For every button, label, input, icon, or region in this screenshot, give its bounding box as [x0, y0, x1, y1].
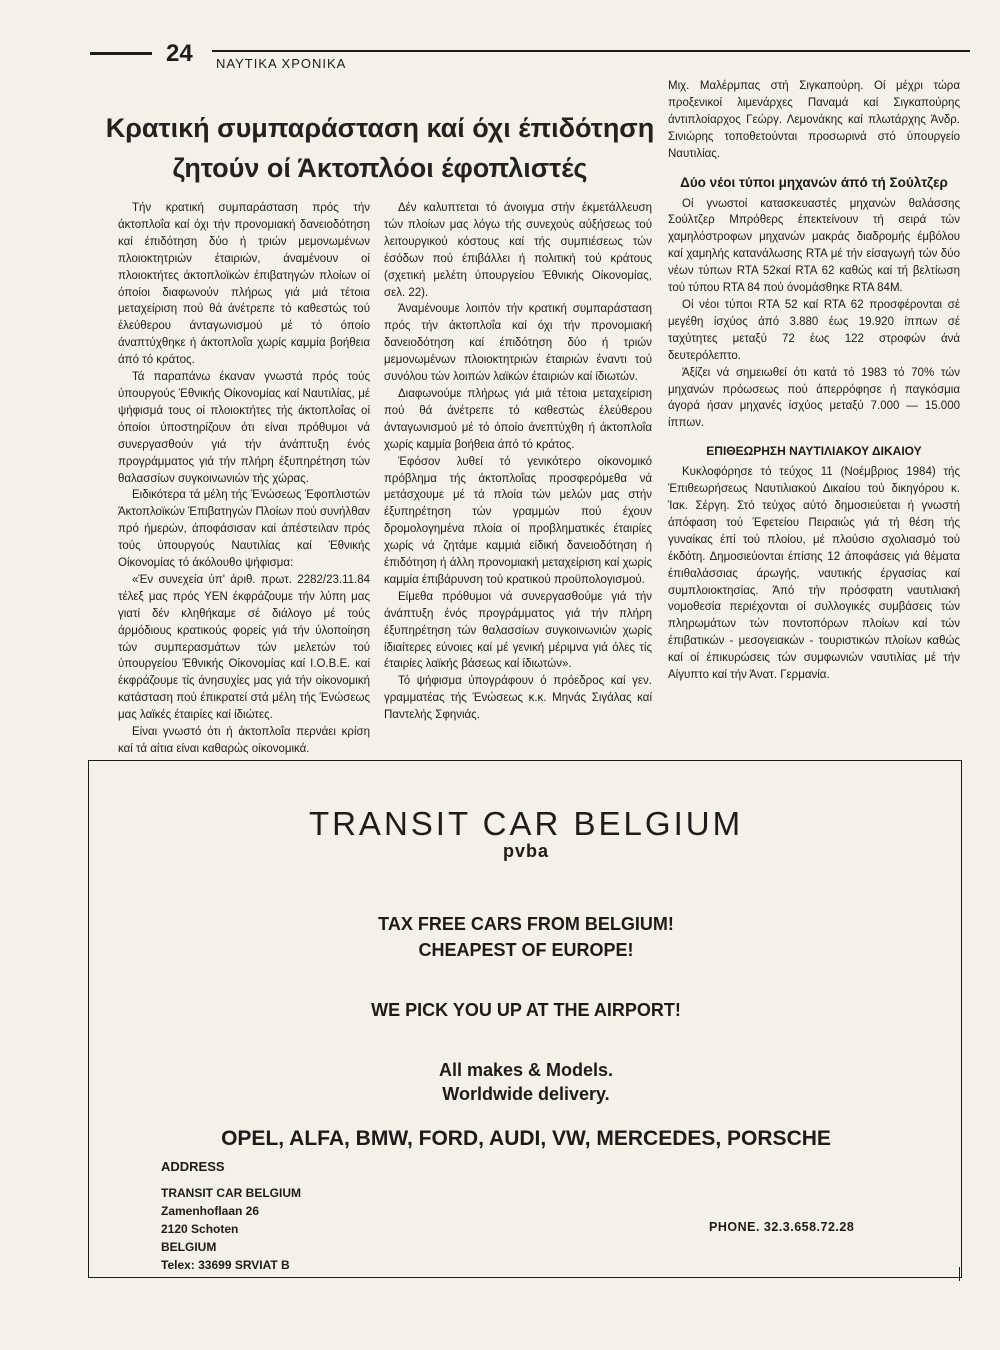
- article-column-2: [384, 200, 652, 724]
- ad-legal-form: pvba: [502, 841, 549, 861]
- corner-mark: [959, 1267, 966, 1281]
- address-city: 2120 Schoten: [161, 1222, 239, 1236]
- paragraph: Δέν καλυπτεται τό άνοιγμα στήν έκμετάλλευση τών πλοίων μας λόγω τής συνεχούς αύξήσεως τού λειτουργικού κόστους καί τής συμπιέσεως τών έσόδων πού έπιβάλλει ή πολιτική τού κράτους (σχετική μελέτη ύπουργείου Έθνικής Οίκονομίας, σελ. 22).: [384, 202, 652, 299]
- address-street: Zamenhoflaan 26: [161, 1204, 260, 1218]
- paragraph: Έφόσον λυθεί τό γενικότερο οίκονομικό πρόβλημα τής άκτοπλοΐας προσφερόμεθα νά μετάσχουμε μέ τά πλοία τών μελών μας στήν έξυπηρέτηση τών γραμμών πού έχουν δρομολογημένα πλοία οί προβληματικές έταιρίες χωρίς νά ζητάμε καμμιά είδική δανειοδότηση ή έπιδότηση ή άλλη προνομιακή μεταχείριση καί χωρίς καμμία έπιβάρυνση τού κρατικού προϋπολογισμού.: [384, 455, 652, 586]
- paragraph: Άναμένουμε λοιπόν τήν κρατική συμπαράσταση πρός τήν άκτοπλοΐα καί όχι τήν προνομιακή δανειοδότηση καί έπιδότηση δύο ή τριών μεμονωμένων πλοιοκτητριών έταιριών έναντι τού συνόλου τών λοιπών λαϊκών έταιριών καί ίδιωτών.: [384, 303, 652, 384]
- header-rule: [212, 50, 970, 52]
- paragraph: Μιχ. Μαλέρμπας στή Σιγκαπούρη. Οί μέχρι τώρα προξενικοί λιμενάρχες Παναμά καί Σιγκαπούρης άντιπλοίαρχος Γεώργ. Λεμονάκης καί πλωτάρχης Άνδρ. Σινιώρης τοποθετούνται προσωρινά στό ύπουργείο Ναυτιλίας.: [668, 80, 960, 160]
- paragraph: Οί νέοι τύποι RTA 52 καί RTA 62 προσφέρονται σέ μεγέθη ίσχύος άπό 3.880 έως 19.920 ίππων σέ ταχύτητες μεταξύ 72 έως 122 στροφών άνά δευτερόλεπτο.: [668, 298, 960, 362]
- header-rule-left: [90, 52, 152, 55]
- page-number: 24: [166, 40, 193, 67]
- paragraph: Τό ψήφισμα ύπογράφουν ό πρόεδρος καί γεν. γραμματέας τής Ένώσεως κ.κ. Μηνάς Σιγάλας καί Παντελής Σφηνιάς.: [384, 675, 652, 722]
- article-column-1: [118, 200, 370, 758]
- ad-headline: WE PICK YOU UP AT THE AIRPORT!: [371, 1000, 681, 1020]
- ad-brand-name: TRANSIT CAR BELGIUM: [308, 805, 744, 842]
- ad-headline: CHEAPEST OF EUROPE!: [418, 940, 634, 960]
- address-telex: Telex: 33699 SRVIAT B: [161, 1258, 290, 1272]
- section-title: Δύο νέοι τύποι μηχανών άπό τή Σούλτζερ: [680, 174, 948, 190]
- address-country: BELGIUM: [161, 1240, 217, 1254]
- publication-title: ΝΑΥΤΙΚΑ ΧΡΟΝΙΚΑ: [216, 56, 347, 71]
- ad-phone: PHONE. 32.3.658.72.28: [709, 1220, 855, 1234]
- address-label: ADDRESS: [161, 1159, 225, 1174]
- ad-car-brands: OPEL, ALFA, BMW, FORD, AUDI, VW, MERCEDES, PORSCHE: [221, 1127, 831, 1150]
- ad-address-block: [161, 1158, 301, 1274]
- paragraph: Οί γνωστοί κατασκευαστές μηχανών θαλάσσης Σούλτζερ Μπρόθερς έπεκτείνουν τή σειρά τών χαμηλόστροφων μηχανών μακράς διαδρομής έμβόλου καί χαμηλής κατανάλωσης RTA μέ τήν είσαγωγή τών δύο νέων τύπων RTA 52καί RTA 62 καθώς καί τή βελτίωση τού τύπου RTA 84 πού όνομάσθηκε RTA 84M.: [668, 197, 960, 295]
- ad-tagline: Worldwide delivery.: [442, 1084, 610, 1104]
- paragraph: Είναι γνωστό ότι ή άκτοπλοΐα περνάει κρίση καί τά αίτια είναι καθαρώς οίκονομικά.: [118, 726, 370, 755]
- article-headline: Κρατική συμπαράσταση καί όχι έπιδότηση ζητούν οί Άκτοπλόοι έφοπλιστές: [105, 113, 655, 183]
- paragraph: Τήν κρατική συμπαράσταση πρός τήν άκτοπλοΐα καί όχι τήν προνομιακή δανειοδότηση καί έπιδότηση δύο ή τριών μεμονωμένων πλοιοκτητριών έταιριών, άναμένουν οί πλοιοκτήτες άκτοπλοϊκών έπιβατηγών πλοίων οί όποίοι διαφωνούν πλήρως γιά μιά τέτοια μεταχείριση πού θά άνέτρεπε τό καθεστώς τού έλεύθερου άνταγωνισμού μέ τό όποίο άναπτύχθηκε ή άκτοπλοΐα χωρίς καμμία βοήθεια άπό τό κράτος.: [118, 202, 370, 367]
- paragraph: «Έν συνεχεία ύπ' άριθ. πρωτ. 2282/23.11.84 τέλεξ μας πρός ΥΕΝ έκφράζουμε τήν λύπη μας γιατί δέν κληθήκαμε σέ διάλογο μέ τούς άρμόδιους κρατικούς φορείς γιά τήν ύλοποίηση τών συμπερασμάτων τών μελετών τού ύπουργείου Έθνικής Οίκονομίας καί Ι.Ο.Β.Ε. καί έκφράζουμε τίς άνησυχίες μας γιά τήν οίκονομική κατάσταση πού έπικρατεί στά μέλη τής Ένώσεως μας λαϊκές έταιρίες καί ίδιώτες.: [118, 573, 370, 722]
- paragraph: Ειδικότερα τά μέλη τής Ένώσεως Έφοπλιστών Άκτοπλοϊκών Έπιβατηγών Πλοίων πού συνήλθαν πρό ήμερών, άποφάσισαν καί άπέστειλαν πρός τούς ύπουργούς Ναυτιλίας καί Έθνικής Οίκονομίας τό άκόλουθο ψήφισμα:: [118, 489, 370, 570]
- paragraph: Τά παραπάνω έκαναν γνωστά πρός τούς ύπουργούς Έθνικής Οίκονομίας καί Ναυτιλίας, μέ ψήφισμά τους οί πλοιοκτήτες τής άκτοπλοΐας οί όποίοι ύποστηρίζουν ότι είναι πρόθυμοι νά συνεργασθούν γιά τήν άνάπτυξη ένός προγράμματος γιά τήν πλήρη έξυπηρέτηση τών θαλασσίων συγκοινωνιών τής χώρας.: [118, 371, 370, 485]
- article-column-3: [668, 78, 960, 684]
- section-title: ΕΠΙΘΕΩΡΗΣΗ ΝΑΥΤΙΛΙΑΚΟΥ ΔΙΚΑΙΟΥ: [706, 444, 922, 459]
- ad-tagline: All makes & Models.: [438, 1060, 614, 1080]
- paragraph: Άξίζει νά σημειωθεί ότι κατά τό 1983 τό 70% τών μηχανών πρόωσεως πού άπερρόφησε ή παγκόσμια άγορά ήσαν μηχανές ίσχύος μεταξύ 7.000 — 15.000 ίππων.: [668, 366, 960, 430]
- paragraph: Είμεθα πρόθυμοι νά συνεργασθούμε γιά τήν άνάπτυξη ένός προγράμματος γιά τήν πλήρη έξυπηρέτηση τών θαλασσίων συγκοινωνιών χωρίς ίδιαίτερες εύνοιες καί μέ γενική μέριμνα γιά όλες τίς έταιρίες λαϊκής βάσεως καί ίδιωτών».: [384, 590, 652, 671]
- ad-headline: TAX FREE CARS FROM BELGIUM!: [378, 914, 674, 934]
- address-company: TRANSIT CAR BELGIUM: [161, 1186, 301, 1200]
- paragraph: Διαφωνούμε πλήρως γιά μιά τέτοια μεταχείριση πού θά άνέτρεπε τό καθεστώς έλεύθερου άνταγωνισμού μέ τό όποίο άνεπτύχθη ή άκτοπλοΐα χωρίς καμμία βοήθεια άπό τό κράτος.: [384, 387, 652, 451]
- paragraph: Κυκλοφόρησε τό τεύχος 11 (Νοέμβριος 1984) τής Έπιθεωρήσεως Ναυτιλιακού Δικαίου τού δικηγόρου κ. Ίακ. Σέργη. Στό τεύχος αύτό δημοσιεύεται ή γνωστή άπόφαση τού Έφετείου Πειραιώς γιά τή θέση τής γυναίκας έπί τού πλοίου, μέ πλούσιο σχολιασμό τού έκδότη. Δημοσιεύονται έπίσης 12 άποφάσεις γιά θέματα έπιθαλάσσιας άρωγής, ναυτικής έργασίας καί συμπλοιοκτησίας. Άπό τήν πρόσφατη ναυτιλιακή νομοθεσία περιέχονται οί συλλογικές συμβάσεις τών πληρωμάτων τών ποντοπόρων πλοίων καί τών έπιβατικών - μεσογειακών - τουριστικών πλοίων καθώς καί οί έπικυρώσεις τών συμφωνιών ναυτιλίας μέ τήν Αίγυπτο καί τήν Άνατ. Γερμανία.: [668, 466, 960, 682]
- advertisement-box: [88, 760, 962, 1278]
